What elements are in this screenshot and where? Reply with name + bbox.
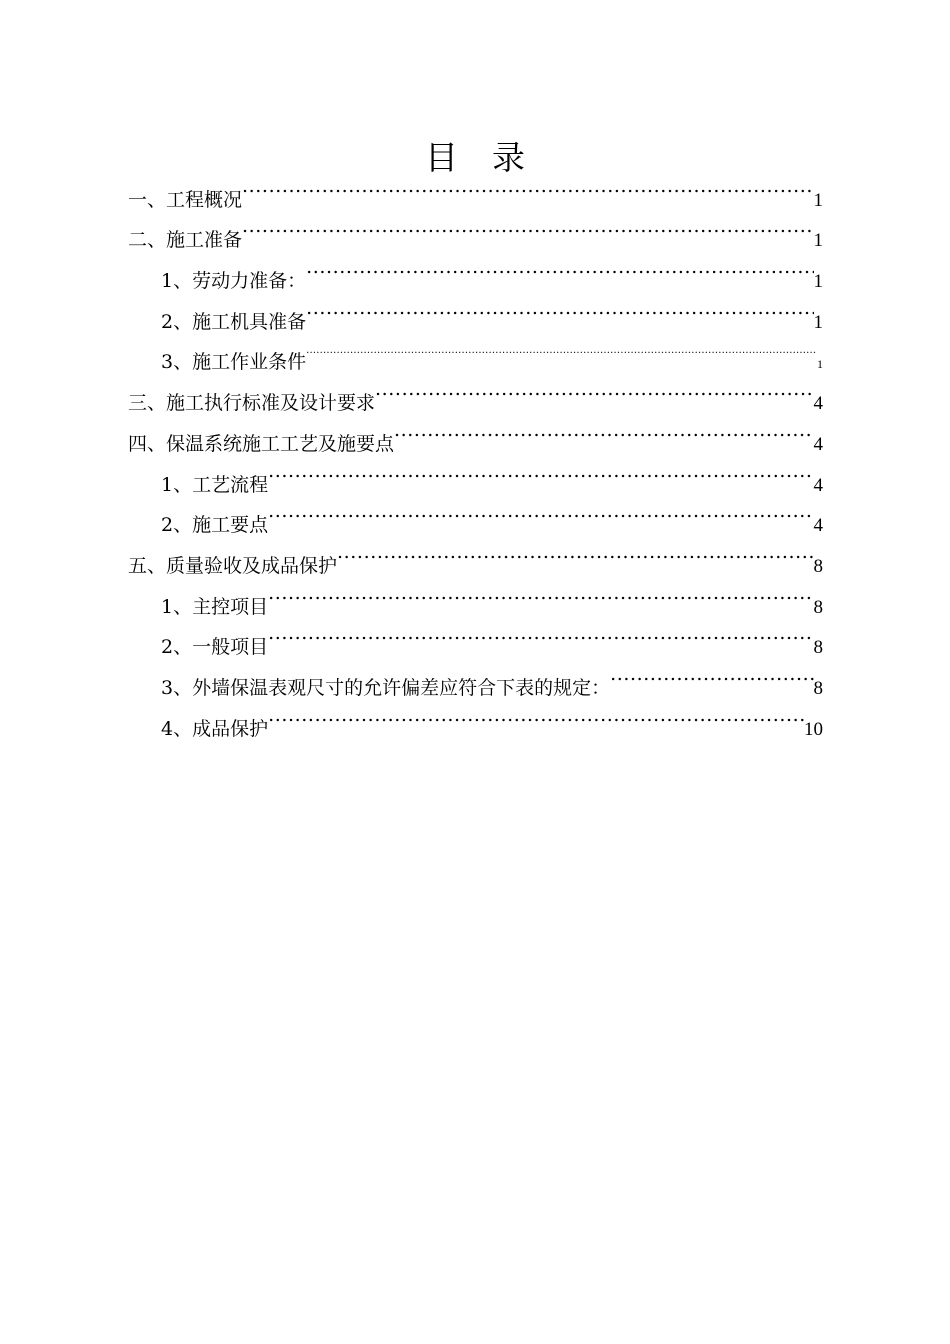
dot-leader — [306, 328, 817, 369]
dot-leader — [242, 206, 813, 247]
toc-entry-page: 1 — [817, 357, 823, 372]
toc-entry-page: 1 — [813, 271, 823, 293]
toc-entry-label: 2、施工机具准备 — [161, 310, 307, 333]
toc-entry-page: 4 — [813, 515, 823, 537]
toc-entry-label: 二、施工准备 — [128, 229, 243, 252]
toc-entry-label: 一、工程概况 — [128, 188, 243, 211]
toc-entry-label: 3、外墙保温表观尺寸的允许偏差应符合下表的规定： — [161, 676, 611, 699]
toc-entry-page: 1 — [813, 189, 823, 211]
toc-entry-page: 1 — [813, 230, 823, 252]
dot-leader — [268, 613, 813, 654]
dot-leader — [394, 409, 813, 450]
toc-entry-page: 8 — [813, 677, 823, 699]
dot-leader — [337, 531, 813, 572]
dot-leader — [268, 572, 813, 613]
toc-entry-page: 10 — [804, 718, 823, 740]
table-of-contents — [128, 165, 823, 740]
toc-entry-page: 4 — [813, 474, 823, 496]
toc-entry-label: 三、施工执行标准及设计要求 — [128, 392, 376, 415]
toc-entry-label: 1、劳动力准备： — [161, 270, 307, 293]
toc-title-char-1: 目 — [425, 138, 458, 178]
toc-entry-page: 4 — [813, 433, 823, 455]
toc-entry-page: 8 — [813, 637, 823, 659]
dot-leader — [268, 491, 813, 532]
toc-entry-label: 五、质量验收及成品保护 — [128, 554, 338, 577]
toc-entry-label: 3、施工作业条件 — [161, 351, 307, 374]
dot-leader — [375, 368, 813, 409]
dot-leader — [242, 165, 813, 206]
toc-title-char-2: 录 — [492, 138, 525, 178]
toc-entry-label: 1、主控项目 — [161, 595, 269, 618]
toc-entry-engineering-overview[interactable] — [128, 165, 823, 211]
toc-entry-page: 8 — [813, 596, 823, 618]
toc-entry-label: 1、工艺流程 — [161, 473, 269, 496]
dot-leader — [610, 653, 813, 694]
toc-entry-label: 四、保温系统施工工艺及施要点 — [128, 432, 395, 455]
toc-entry-page: 1 — [813, 311, 823, 333]
toc-entry-label: 2、施工要点 — [161, 514, 269, 537]
toc-entry-page: 4 — [813, 393, 823, 415]
dot-leader — [306, 246, 813, 287]
toc-entry-label: 4、成品保护 — [161, 717, 269, 740]
dot-leader — [306, 287, 813, 328]
toc-entry-page: 8 — [813, 555, 823, 577]
dot-leader — [268, 450, 813, 491]
toc-entry-label: 2、一般项目 — [161, 636, 269, 659]
dot-leader — [268, 694, 804, 735]
